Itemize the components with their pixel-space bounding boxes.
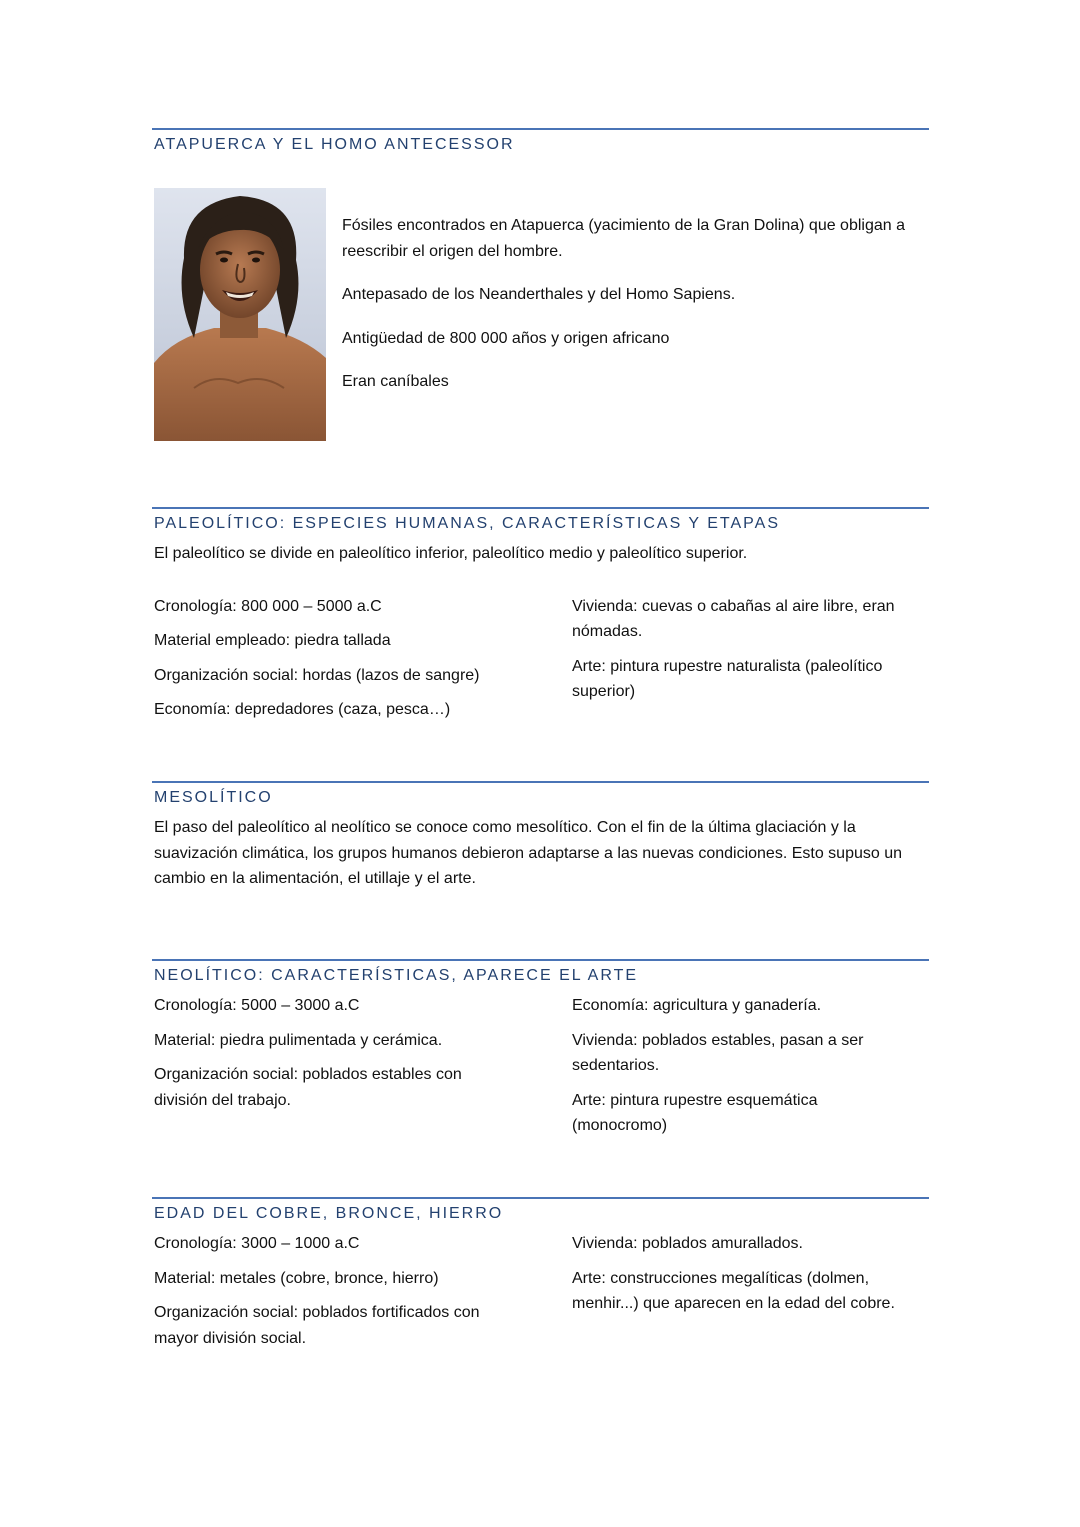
section-title: MESOLÍTICO: [154, 789, 273, 806]
left-column: [154, 594, 572, 732]
paragraph: Antepasado de los Neanderthales y del Homo Sapiens.: [342, 286, 736, 303]
atapuerca-text: [342, 213, 932, 413]
list-item: Cronología: 3000 – 1000 a.C: [154, 1235, 360, 1252]
list-item: Organización social: hordas (lazos de sangre): [154, 666, 480, 684]
paragraph: Eran caníbales: [342, 373, 449, 390]
portrait-illustration: [154, 188, 326, 441]
two-column-list: [154, 1231, 929, 1360]
section-mesolitico: [152, 781, 929, 892]
atapuerca-body: [154, 188, 931, 442]
section-divider: [152, 959, 929, 961]
section-divider: [152, 1197, 929, 1199]
list-item: Economía: depredadores (caza, pesca…): [154, 701, 451, 718]
homo-antecessor-portrait: [154, 188, 326, 441]
list-item: Cronología: 5000 – 3000 a.C: [154, 997, 360, 1014]
right-column: [572, 594, 922, 732]
section-divider: [152, 507, 929, 509]
section-divider: [152, 128, 929, 130]
section-paleolitico: [152, 507, 929, 732]
two-column-list: [154, 594, 929, 732]
right-column: [572, 1231, 922, 1360]
paragraph: Fósiles encontrados en Atapuerca (yacimiento de la Gran Dolina) que obligan a reescribir el origen del hombre.: [342, 217, 905, 260]
list-item: Arte: pintura rupestre naturalista (paleolítico superior): [572, 657, 883, 700]
list-item: Cronología: 800 000 – 5000 a.C: [154, 597, 382, 615]
list-item: Organización social: poblados fortificados con mayor división social.: [154, 1304, 480, 1347]
list-item: Arte: pintura rupestre esquemática (monocromo): [572, 1091, 818, 1134]
section-text: El paso del paleolítico al neolítico se conoce como mesolítico. Con el fin de la última glaciación y la suavización climática, los grupos humanos debieron adaptarse a las nuevas condiciones. Esto supuso un cambio en la alimentación, el utillaje y el arte.: [154, 819, 902, 887]
two-column-list: [154, 993, 929, 1148]
section-intro: El paleolítico se divide en paleolítico inferior, paleolítico medio y paleolítico superior.: [154, 545, 748, 562]
list-item: Material: piedra pulimentada y cerámica.: [154, 1031, 443, 1049]
list-item: Organización social: poblados estables con división del trabajo.: [154, 1066, 462, 1109]
list-item: Economía: agricultura y ganadería.: [572, 997, 822, 1014]
list-item: Arte: construcciones megalíticas (dolmen, menhir...) que aparecen en la edad del cobre.: [572, 1269, 895, 1312]
section-title: EDAD DEL COBRE, BRONCE, HIERRO: [154, 1205, 504, 1222]
section-title: ATAPUERCA Y EL HOMO ANTECESSOR: [154, 136, 515, 153]
list-item: Material: metales (cobre, bronce, hierro): [154, 1269, 439, 1287]
list-item: Material empleado: piedra tallada: [154, 632, 391, 649]
section-divider: [152, 781, 929, 783]
section-neolitico: [152, 959, 929, 1148]
section-atapuerca: [152, 128, 929, 390]
section-title: NEOLÍTICO: CARACTERÍSTICAS, APARECE EL ARTE: [154, 967, 639, 984]
section-title: PALEOLÍTICO: ESPECIES HUMANAS, CARACTERÍSTICAS Y ETAPAS: [154, 515, 780, 532]
paragraph: Antigüedad de 800 000 años y origen africano: [342, 329, 670, 347]
left-column: [154, 1231, 572, 1360]
list-item: Vivienda: poblados estables, pasan a ser sedentarios.: [572, 1031, 864, 1074]
section-metales: [152, 1197, 929, 1360]
left-column: [154, 993, 572, 1148]
list-item: Vivienda: poblados amurallados.: [572, 1235, 803, 1252]
list-item: Vivienda: cuevas o cabañas al aire libre, eran nómadas.: [572, 597, 895, 640]
right-column: [572, 993, 922, 1148]
